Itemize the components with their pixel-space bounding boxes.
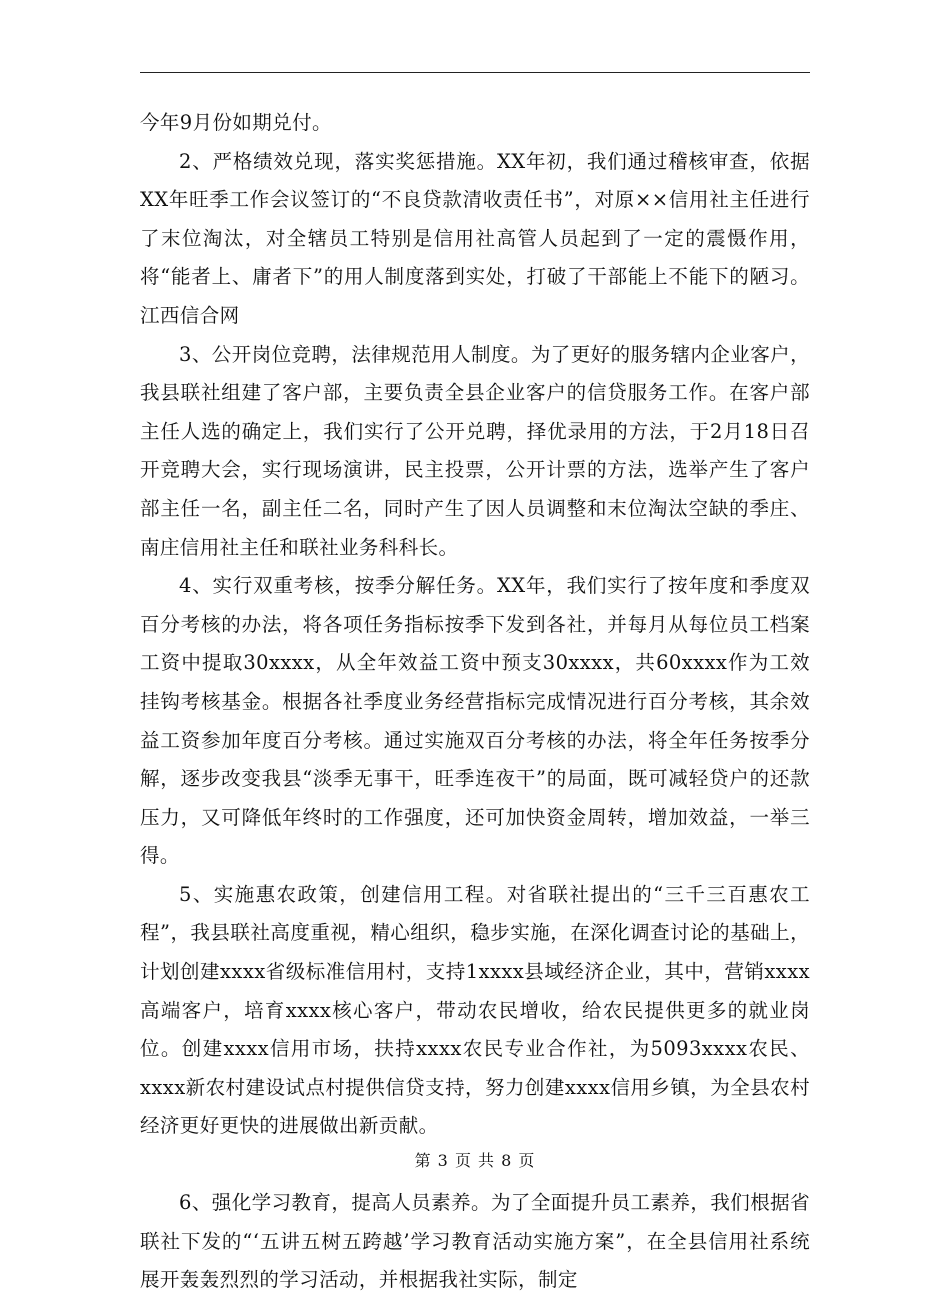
paragraph-item-6: 6、强化学习教育，提高人员素养。为了全面提升员工素养，我们根据省联社下发的“‘五讲五树五跨越’学习教育活动实施方案”，在全县信用社系统展开轰轰烈烈的学习活动，并根据我社实际，制定 — [140, 1191, 810, 1292]
paragraph-item-4: 4、实行双重考核，按季分解任务。XX年，我们实行了按年度和季度双百分考核的办法，将各项任务指标按季下发到各社，并每月从每位员工档案工资中提取30xxxx，从全年效益工资中预支30xxxx，共60xxxx作为工效挂钩考核基金。根据各社季度业务经营指标完成情况进行百分考核，其余效益工资参加年度百分考核。通过实施双百分考核的办法，将全年任务按季分解，逐步改变我县“淡季无事干，旺季连夜干”的局面，既可减轻贷户的还款压力，又可降低年终时的工作强度，还可加快资金周转，增加效益，一举三得。 — [140, 574, 810, 868]
document-body — [140, 104, 810, 1300]
page-number-footer: 第 3 页 共 8 页 — [414, 1151, 536, 1170]
paragraph-continuation: 今年9月份如期兑付。 — [140, 111, 332, 134]
paragraph-item-2: 2、严格绩效兑现，落实奖惩措施。XX年初，我们通过稽核审查，依据XX年旺季工作会议签订的“不良贷款清收责任书”，对原××信用社主任进行了末位淘汰，对全辖员工特别是信用社高管人员起到了一定的震慑作用，将“能者上、庸者下”的用人制度落到实处，打破了干部能上不能下的陋习。 江西信合网 — [140, 149, 810, 327]
paragraph-item-3: 3、公开岗位竞聘，法律规范用人制度。为了更好的服务辖内企业客户，我县联社组建了客户部，主要负责全县企业客户的信贷服务工作。在客户部主任人选的确定上，我们实行了公开兑聘，择优录用的方法，于2月18日召开竞聘大会，实行现场演讲，民主投票，公开计票的方法，选举产生了客户部主任一名，副主任二名，同时产生了因人员调整和末位淘汰空缺的季庄、南庄信用社主任和联社业务科科长。 — [140, 342, 810, 559]
paragraph-item-5: 5、实施惠农政策，创建信用工程。对省联社提出的“三千三百惠农工程”，我县联社高度重视，精心组织，稳步实施，在深化调查讨论的基础上，计划创建xxxx省级标准信用村，支持1xxxx县域经济企业，其中，营销xxxx高端客户，培育xxxx核心客户，带动农民增收，给农民提供更多的就业岗位。创建xxxx信用市场，扶持xxxx农民专业合作社，为5093xxxx农民、xxxx新农村建设试点村提供信贷支持，努力创建xxxx信用乡镇，为全县农村经济更好更快的进展做出新贡献。 — [140, 882, 810, 1138]
header-rule — [140, 72, 810, 73]
